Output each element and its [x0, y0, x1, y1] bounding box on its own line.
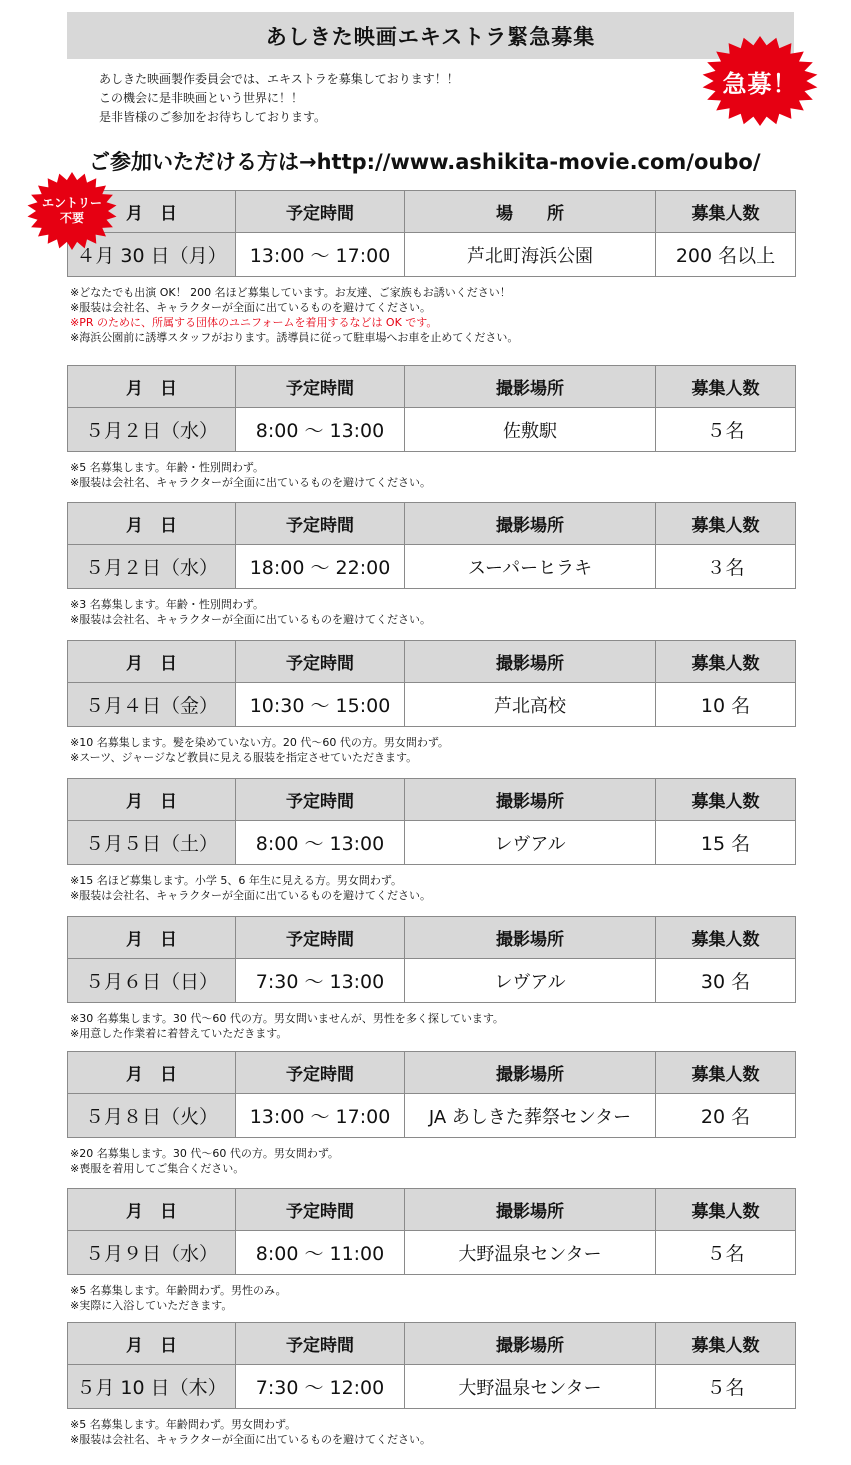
table-row: [68, 1365, 796, 1409]
schedule-table: [67, 1322, 796, 1409]
header-time: 予定時間: [236, 779, 405, 821]
note-line: ※10 名募集します。髪を染めていない方。20 代～60 代の方。男女問わず。: [70, 736, 449, 749]
header-count: 募集人数: [656, 1323, 796, 1365]
header-time: 予定時間: [236, 1189, 405, 1231]
note-line: ※スーツ、ジャージなど教員に見える服装を指定させていただきます。: [70, 751, 418, 764]
session-notes: [70, 285, 518, 345]
intro-line: この機会に是非映画という世界に！！: [99, 91, 304, 105]
place-cell: レヴアル: [405, 959, 656, 1003]
count-cell: ３名: [656, 545, 796, 589]
application-url-line[interactable]: ご参加いただける方は→http://www.ashikita-movie.com/oubo/: [89, 150, 761, 174]
header-count: 募集人数: [656, 366, 796, 408]
intro-line: あしきた映画製作委員会では、エキストラを募集しております！！: [99, 72, 459, 86]
note-line: ※用意した作業着に着替えていただきます。: [70, 1027, 288, 1040]
date-cell: ５月２日（水）: [68, 408, 236, 452]
date-cell: ５月４日（金）: [68, 683, 236, 727]
header-time: 予定時間: [236, 1052, 405, 1094]
table-row: [68, 545, 796, 589]
table-header-row: [68, 641, 796, 683]
header-time: 予定時間: [236, 191, 405, 233]
intro-line: 是非皆様のご参加をお待ちしております。: [99, 110, 327, 124]
table-header-row: [68, 503, 796, 545]
count-cell: ５名: [656, 408, 796, 452]
table-header-row: [68, 917, 796, 959]
note-line: ※服装は会社名、キャラクターが全面に出ているものを避けてください。: [70, 613, 431, 626]
table-row: [68, 1231, 796, 1275]
table-header-row: [68, 1052, 796, 1094]
count-cell: ５名: [656, 1231, 796, 1275]
place-cell: JA あしきた葬祭センター: [405, 1094, 656, 1138]
note-line: ※20 名募集します。30 代～60 代の方。男女問わず。: [70, 1147, 339, 1160]
header-count: 募集人数: [656, 917, 796, 959]
count-cell: ５名: [656, 1365, 796, 1409]
header-place: 撮影場所: [405, 917, 656, 959]
note-line: ※5 名募集します。年齢問わず。男性のみ。: [70, 1284, 287, 1297]
count-cell: 30 名: [656, 959, 796, 1003]
header-count: 募集人数: [656, 503, 796, 545]
place-cell: 芦北町海浜公園: [405, 233, 656, 277]
time-cell: 8:00 ～ 13:00: [236, 408, 405, 452]
urgent-badge: [702, 36, 818, 126]
date-cell: ５月９日（水）: [68, 1231, 236, 1275]
date-cell: ４月 30 日（月）: [68, 233, 236, 277]
note-line: ※服装は会社名、キャラクターが全面に出ているものを避けてください。: [70, 476, 431, 489]
count-cell: 200 名以上: [656, 233, 796, 277]
header-time: 予定時間: [236, 641, 405, 683]
header-date: 月 日: [68, 917, 236, 959]
header-date: 月 日: [68, 191, 236, 233]
entry-badge-label: [27, 172, 117, 250]
session-notes: [70, 460, 431, 490]
note-line: ※服装は会社名、キャラクターが全面に出ているものを避けてください。: [70, 1433, 431, 1446]
header-count: 募集人数: [656, 1052, 796, 1094]
count-cell: 20 名: [656, 1094, 796, 1138]
place-cell: 芦北高校: [405, 683, 656, 727]
time-cell: 8:00 ～ 11:00: [236, 1231, 405, 1275]
note-line: ※PR のために、所属する団体のユニフォームを着用するなどは OK です。: [70, 316, 438, 329]
header-time: 予定時間: [236, 1323, 405, 1365]
note-line: ※5 名募集します。年齢問わず。男女問わず。: [70, 1418, 297, 1431]
table-row: [68, 1094, 796, 1138]
header-place: 撮影場所: [405, 366, 656, 408]
schedule-table: [67, 916, 796, 1003]
place-cell: レヴアル: [405, 821, 656, 865]
session-notes: [70, 1011, 504, 1041]
session-notes: [70, 597, 431, 627]
note-line: ※服装は会社名、キャラクターが全面に出ているものを避けてください。: [70, 889, 431, 902]
header-count: 募集人数: [656, 1189, 796, 1231]
table-header-row: [68, 1323, 796, 1365]
note-line: ※3 名募集します。年齢・性別問わず。: [70, 598, 264, 611]
schedule-table: [67, 1051, 796, 1138]
note-line: ※喪服を着用してご集合ください。: [70, 1162, 245, 1175]
header-date: 月 日: [68, 366, 236, 408]
time-cell: 10:30 ～ 15:00: [236, 683, 405, 727]
header-date: 月 日: [68, 1189, 236, 1231]
header-count: 募集人数: [656, 641, 796, 683]
date-cell: ５月２日（水）: [68, 545, 236, 589]
header-place: 場 所: [405, 191, 656, 233]
table-header-row: [68, 191, 796, 233]
note-line: ※30 名募集します。30 代～60 代の方。男女問いませんが、男性を多く探しています。: [70, 1012, 504, 1025]
time-cell: 13:00 ～ 17:00: [236, 1094, 405, 1138]
time-cell: 7:30 ～ 13:00: [236, 959, 405, 1003]
session-notes: [70, 1417, 431, 1447]
time-cell: 8:00 ～ 13:00: [236, 821, 405, 865]
entry-badge-line: エントリー: [41, 196, 102, 210]
time-cell: 13:00 ～ 17:00: [236, 233, 405, 277]
place-cell: スーパーヒラキ: [405, 545, 656, 589]
intro-text: [99, 70, 459, 127]
header-date: 月 日: [68, 503, 236, 545]
header-date: 月 日: [68, 1323, 236, 1365]
session-notes: [70, 735, 449, 765]
page-title: あしきた映画エキストラ緊急募集: [67, 12, 794, 59]
schedule-table: [67, 502, 796, 589]
note-line: ※どなたでも出演 OK！ 200 名ほど募集しています。お友達、ご家族もお誘いください！: [70, 286, 511, 299]
header-count: 募集人数: [656, 191, 796, 233]
date-cell: ５月６日（日）: [68, 959, 236, 1003]
urgent-badge-label: 急募！: [722, 69, 798, 98]
schedule-table: [67, 365, 796, 452]
header-place: 撮影場所: [405, 1323, 656, 1365]
note-line: ※実際に入浴していただきます。: [70, 1299, 233, 1312]
note-line: ※服装は会社名、キャラクターが全面に出ているものを避けてください。: [70, 301, 431, 314]
session-notes: [70, 873, 431, 903]
table-row: [68, 959, 796, 1003]
count-cell: 15 名: [656, 821, 796, 865]
date-cell: ５月５日（土）: [68, 821, 236, 865]
place-cell: 佐敷駅: [405, 408, 656, 452]
schedule-table: [67, 1188, 796, 1275]
note-line: ※15 名ほど募集します。小学 5、6 年生に見える方。男女問わず。: [70, 874, 402, 887]
place-cell: 大野温泉センター: [405, 1365, 656, 1409]
header-date: 月 日: [68, 641, 236, 683]
table-row: [68, 683, 796, 727]
header-count: 募集人数: [656, 779, 796, 821]
table-header-row: [68, 1189, 796, 1231]
table-row: [68, 821, 796, 865]
header-time: 予定時間: [236, 366, 405, 408]
header-place: 撮影場所: [405, 779, 656, 821]
table-header-row: [68, 366, 796, 408]
header-date: 月 日: [68, 1052, 236, 1094]
note-line: ※海浜公園前に誘導スタッフがおります。誘導員に従って駐車場へお車を止めてください。: [70, 331, 519, 344]
schedule-table: [67, 640, 796, 727]
header-time: 予定時間: [236, 503, 405, 545]
place-cell: 大野温泉センター: [405, 1231, 656, 1275]
header-place: 撮影場所: [405, 1052, 656, 1094]
entry-not-required-badge: [27, 172, 117, 250]
schedule-table: [67, 190, 796, 277]
header-time: 予定時間: [236, 917, 405, 959]
header-place: 撮影場所: [405, 503, 656, 545]
header-place: 撮影場所: [405, 641, 656, 683]
header-place: 撮影場所: [405, 1189, 656, 1231]
table-row: [68, 408, 796, 452]
table-header-row: [68, 779, 796, 821]
entry-badge-line: 不要: [59, 211, 84, 225]
table-row: [68, 233, 796, 277]
time-cell: 18:00 ～ 22:00: [236, 545, 405, 589]
date-cell: ５月 10 日（木）: [68, 1365, 236, 1409]
time-cell: 7:30 ～ 12:00: [236, 1365, 405, 1409]
schedule-table: [67, 778, 796, 865]
session-notes: [70, 1283, 287, 1313]
session-notes: [70, 1146, 339, 1176]
header-date: 月 日: [68, 779, 236, 821]
note-line: ※5 名募集します。年齢・性別問わず。: [70, 461, 264, 474]
date-cell: ５月８日（火）: [68, 1094, 236, 1138]
count-cell: 10 名: [656, 683, 796, 727]
